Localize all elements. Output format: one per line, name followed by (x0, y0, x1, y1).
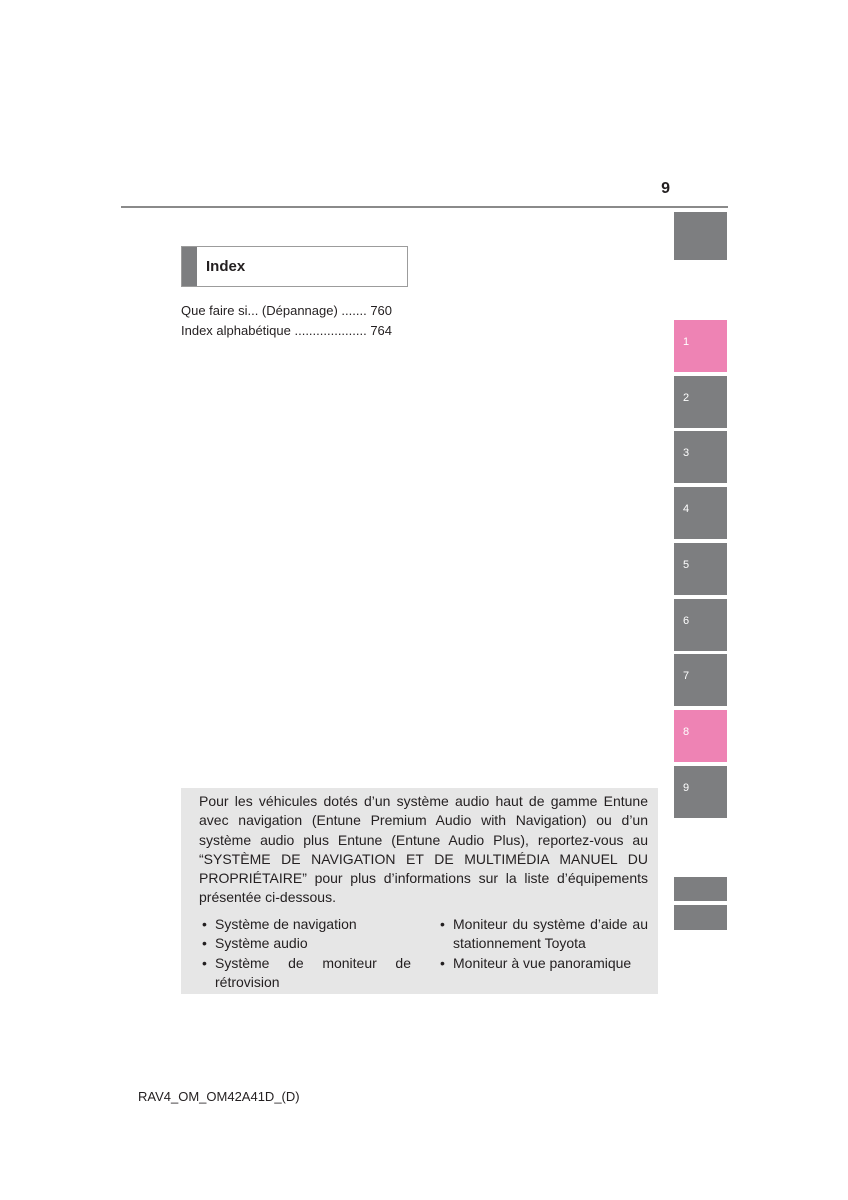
chapter-tab-5[interactable]: 5 (674, 543, 727, 595)
chapter-tab-2[interactable]: 2 (674, 376, 727, 428)
document-code: RAV4_OM_OM42A41D_(D) (138, 1089, 300, 1104)
chapter-tab-8[interactable]: 8 (674, 710, 727, 762)
toc-entry-alphabetical-index[interactable]: Index alphabétique .................... 764 (181, 322, 393, 338)
info-paragraph: Pour les véhicules dotés d’un système audio haut de gamme Entune avec navigation (Entune Premium Audio with Navigation) ou d’un système audio plus Entune (Entune Audio Plus), reportez-vous au “SYSTÈME DE NAVIGATION ET DE MULTIMÉDIA MANUEL DU PROPRIÉTAIRE” pour plus d’informations sur la liste d’équipements présentée ci-dessous. (199, 793, 648, 906)
bullet-item: • Moniteur du système d’aide au stationnement Toyota (440, 915, 648, 954)
toc-list (181, 301, 401, 340)
chapter-tab-7[interactable]: 7 (674, 654, 727, 706)
index-heading-bar (182, 247, 197, 286)
index-heading-box (181, 246, 408, 287)
index-heading: Index (206, 258, 246, 275)
bullet-list-right (440, 915, 648, 973)
toc-entry-troubleshooting[interactable]: Que faire si... (Dépannage) ....... 760 (181, 303, 393, 318)
bullet-list-left (202, 915, 411, 992)
page-number: 9 (661, 180, 670, 197)
tab-index-header (674, 212, 727, 260)
bullet-item: • Moniteur à vue panoramique (440, 954, 648, 973)
chapter-tab-6[interactable]: 6 (674, 599, 727, 651)
chapter-tab-3[interactable]: 3 (674, 431, 727, 483)
tab-index-a (674, 877, 727, 901)
chapter-tab-4[interactable]: 4 (674, 487, 727, 539)
info-box (181, 788, 658, 994)
tab-index-b (674, 905, 727, 930)
chapter-tab-9[interactable]: 9 (674, 766, 727, 818)
bullet-item: • Système audio (202, 934, 411, 953)
header-rule (121, 206, 728, 208)
bullet-item: • Système de moniteur de rétrovision (202, 954, 411, 993)
chapter-tab-1[interactable]: 1 (674, 320, 727, 372)
bullet-item: • Système de navigation (202, 915, 411, 934)
